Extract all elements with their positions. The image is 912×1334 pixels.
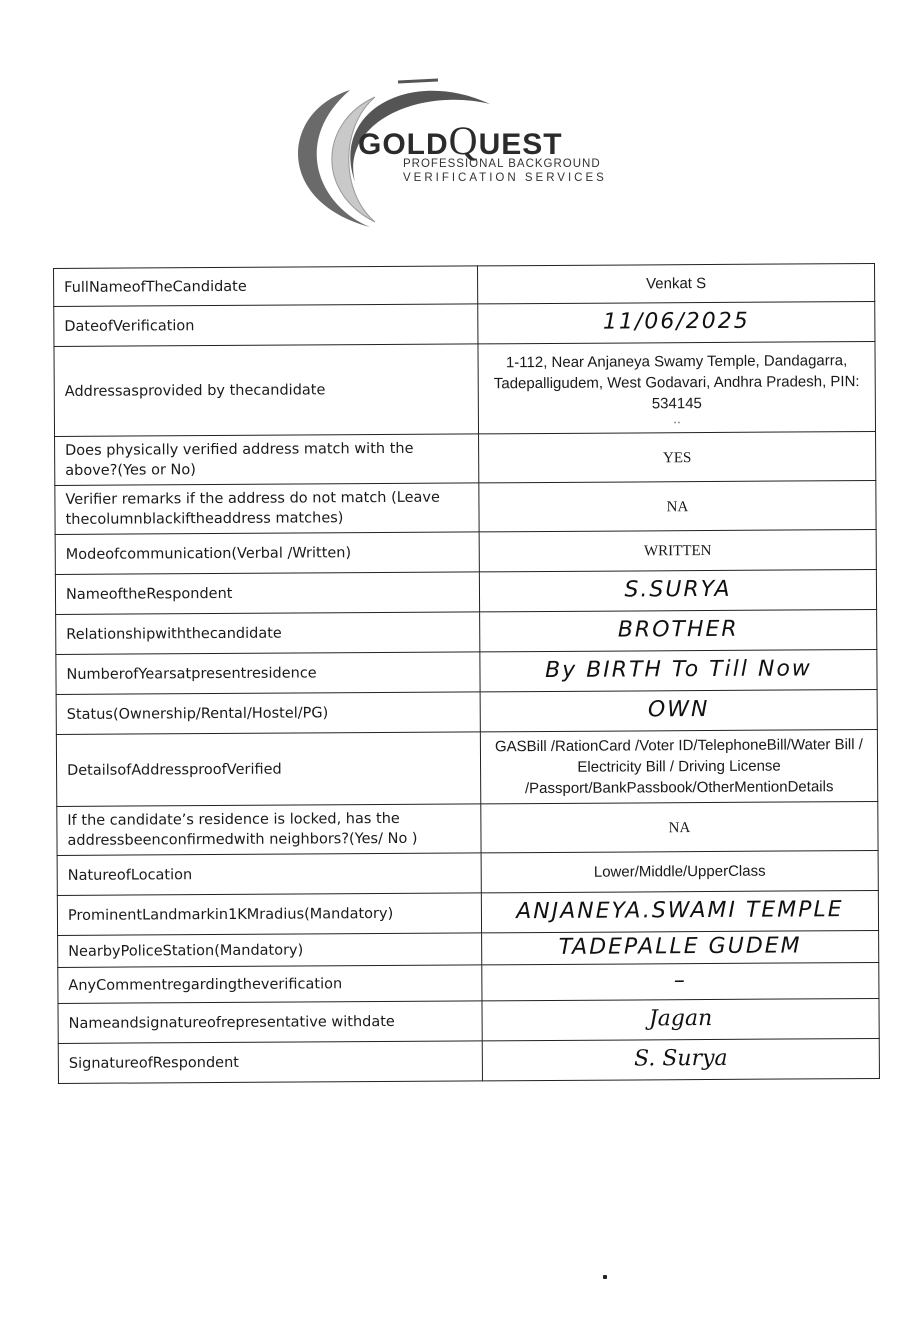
field-value-cell — [481, 850, 878, 892]
field-label: SignatureofRespondent — [58, 1041, 482, 1084]
field-value-cell — [482, 962, 879, 1000]
field-value: 1-112, Near Anjaneya Swamy Temple, Dandagarra, Tadepalligudem, West Godavari, Andhra Pradesh, PIN: 534145 — [493, 352, 860, 413]
form-row — [56, 609, 877, 654]
handwritten-value: By BIRTH To Till Now — [544, 656, 812, 684]
field-label: NumberofYearsatpresentresidence — [56, 652, 480, 695]
brand-name — [358, 118, 563, 163]
handwritten-value: S. Surya — [633, 1045, 728, 1072]
tagline-line-2: VERIFICATION SERVICES — [403, 172, 607, 184]
form-row — [54, 301, 875, 346]
form-row — [55, 569, 876, 614]
field-value-cell — [479, 569, 876, 611]
field-value-cell — [478, 341, 876, 433]
field-value-cell — [481, 890, 878, 932]
field-value-cell — [482, 998, 879, 1040]
form-row — [55, 529, 876, 574]
handwritten-value: S.SURYA — [624, 576, 732, 603]
field-label: DateofVerification — [54, 304, 478, 347]
brand-prefix: GOLD — [358, 128, 449, 161]
brand-suffix: UEST — [478, 128, 563, 161]
field-value: WRITTEN — [643, 542, 712, 560]
field-value-cell — [481, 801, 878, 852]
field-value-cell — [482, 930, 879, 964]
field-value: YES — [662, 449, 692, 466]
field-label: If the candidate’s residence is locked, has the addressbeenconfirmedwith neighbors?(Yes/ No ) — [57, 804, 481, 856]
field-value-cell — [480, 649, 877, 691]
field-value-cell — [480, 729, 877, 803]
field-label: FullNameofTheCandidate — [54, 266, 478, 307]
field-label: Relationshipwiththecandidate — [56, 612, 480, 655]
scan-speck — [603, 1275, 607, 1279]
field-value-cell — [477, 263, 874, 303]
field-value: Venkat S — [646, 275, 707, 293]
handwritten-value: OWN — [647, 696, 710, 723]
field-value: GASBill /RationCard /Voter ID/TelephoneBill/Water Bill / Electricity Bill / Driving License /Passport/BankPassbook/OtherMentionDetails — [494, 736, 863, 798]
form-row — [54, 341, 876, 436]
handwritten-value: ANJANEYA.SWAMI TEMPLE — [516, 897, 844, 925]
form-row — [58, 998, 879, 1043]
tagline-line-1: PROFESSIONAL BACKGROUND — [403, 158, 601, 170]
field-value: NA — [668, 819, 691, 836]
handwritten-value: – — [673, 968, 687, 994]
verification-form-table — [53, 263, 880, 1084]
handwritten-value: 11/06/2025 — [602, 308, 750, 335]
form-row — [58, 930, 879, 967]
field-value-cell — [479, 431, 876, 482]
form-row — [54, 263, 875, 306]
value-extra-mark: .. — [673, 412, 681, 427]
field-label: Nameandsignatureofrepresentative withdate — [58, 1001, 482, 1044]
field-label: Modeofcommunication(Verbal /Written) — [55, 532, 479, 575]
field-value-cell — [480, 689, 877, 731]
field-label: NearbyPoliceStation(Mandatory) — [58, 933, 482, 968]
form-row — [57, 850, 878, 895]
form-row — [58, 962, 879, 1003]
form-row — [56, 729, 877, 806]
field-label: Status(Ownership/Rental/Hostel/PG) — [56, 692, 480, 735]
form-row — [57, 890, 878, 935]
field-value-cell — [479, 529, 876, 571]
form-row — [55, 431, 876, 485]
field-value-cell — [480, 609, 877, 651]
form-row — [56, 649, 877, 694]
handwritten-value: TADEPALLE GUDEM — [558, 933, 802, 960]
field-value: Lower/Middle/UpperClass — [593, 862, 766, 881]
field-value-cell — [482, 1038, 879, 1080]
field-label: DetailsofAddressproofVerified — [56, 732, 480, 807]
field-label: Does physically verified address match with the above?(Yes or No) — [55, 434, 479, 486]
brand-q: Q — [448, 118, 479, 163]
field-value: NA — [666, 498, 689, 515]
field-value-cell — [478, 301, 875, 343]
field-value-cell — [479, 480, 876, 531]
field-label: Verifier remarks if the address do not match (Leave thecolumnblackiftheaddress matches) — [55, 483, 479, 535]
handwritten-value: BROTHER — [617, 616, 739, 643]
form-row — [56, 689, 877, 734]
field-label: NatureofLocation — [57, 853, 481, 896]
field-label: NameoftheRespondent — [55, 572, 479, 615]
form-row — [57, 801, 878, 855]
field-label: AnyCommentregardingtheverification — [58, 965, 482, 1004]
field-label: ProminentLandmarkin1KMradius(Mandatory) — [57, 893, 481, 936]
field-label: Addressasprovided by thecandidate — [54, 344, 479, 437]
goldquest-logo — [280, 72, 660, 242]
handwritten-value: Jagan — [648, 1005, 713, 1032]
form-row — [58, 1038, 879, 1083]
form-row — [55, 480, 876, 534]
